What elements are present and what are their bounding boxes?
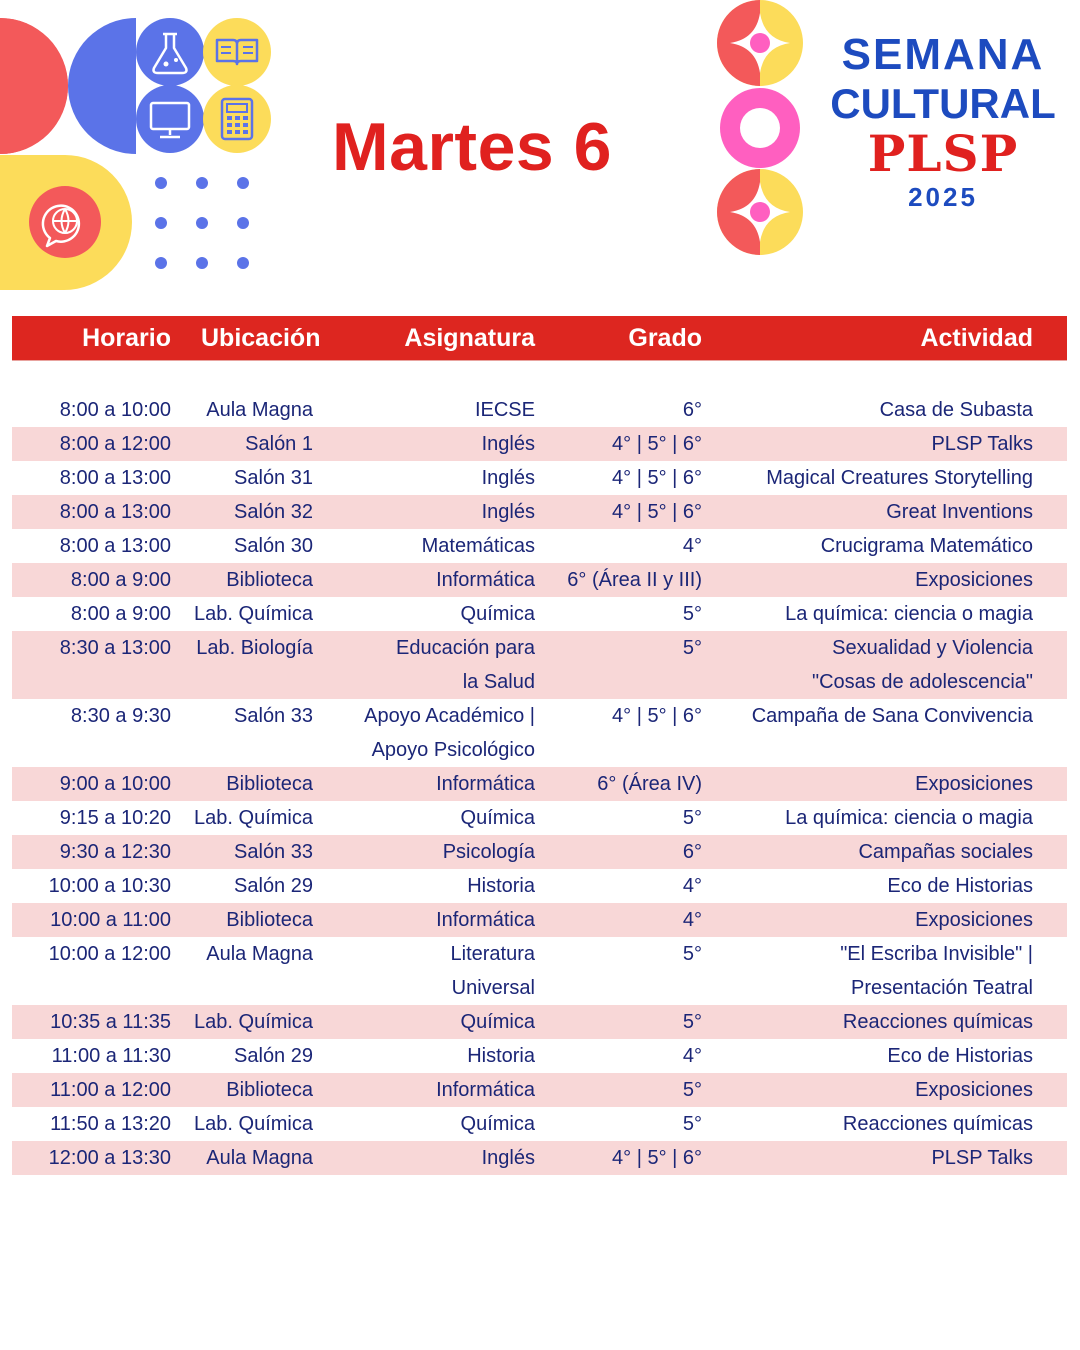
cell-grado: 4°	[682, 534, 702, 557]
table-body	[12, 393, 1067, 1175]
cell-actividad: La química: ciencia o magia	[785, 602, 1033, 625]
table-row	[12, 495, 1067, 529]
book-icon	[203, 18, 271, 86]
cell-actividad: La química: ciencia o magia	[785, 806, 1033, 829]
cell-ubicacion: Salón 29	[234, 1044, 313, 1067]
cell-asignatura: Universal	[451, 976, 535, 999]
brand-emblem	[716, 0, 811, 260]
cell-asignatura: la Salud	[462, 670, 535, 693]
emblem-bottom	[717, 169, 803, 255]
header-actividad: Actividad	[920, 323, 1033, 352]
table-row	[12, 461, 1067, 495]
cell-actividad: Presentación Teatral	[851, 976, 1033, 999]
cell-ubicacion: Salón 30	[234, 534, 313, 557]
cell-asignatura: Historia	[467, 1044, 535, 1067]
cell-asignatura: Historia	[467, 874, 535, 897]
table-row	[12, 1005, 1067, 1039]
table-row	[12, 937, 1067, 971]
cell-grado: 5°	[682, 942, 702, 965]
cell-actividad: "Cosas de adolescencia"	[812, 670, 1033, 693]
table-row	[12, 1107, 1067, 1141]
cell-grado: 4° | 5° | 6°	[612, 704, 702, 727]
cell-ubicacion: Biblioteca	[226, 772, 313, 795]
emblem-middle	[720, 88, 800, 168]
cell-actividad: Casa de Subasta	[879, 398, 1033, 421]
cell-asignatura: Matemáticas	[421, 534, 535, 557]
cell-horario: 12:00 a 13:30	[48, 1146, 171, 1169]
cell-grado: 4° | 5° | 6°	[612, 500, 702, 523]
cell-grado: 5°	[682, 602, 702, 625]
table-row	[12, 903, 1067, 937]
cell-actividad: Exposiciones	[915, 908, 1033, 931]
cell-horario: 11:50 a 13:20	[50, 1112, 171, 1135]
cell-actividad: "El Escriba Invisible" |	[840, 942, 1033, 965]
flask-icon	[136, 18, 204, 86]
cell-horario: 11:00 a 11:30	[51, 1044, 171, 1067]
cell-asignatura: Inglés	[481, 500, 535, 523]
cell-grado: 4° | 5° | 6°	[612, 466, 702, 489]
cell-ubicacion: Lab. Biología	[196, 636, 313, 659]
cell-actividad: Great Inventions	[886, 500, 1033, 523]
dots-grid	[155, 177, 249, 269]
cell-grado: 4°	[682, 1044, 702, 1067]
cell-horario: 8:00 a 13:00	[59, 466, 171, 489]
table-row	[12, 665, 1067, 699]
table-row	[12, 1073, 1067, 1107]
cell-horario: 10:00 a 11:00	[50, 908, 171, 931]
brand-line-cultural: CULTURAL	[830, 80, 1056, 127]
cell-ubicacion: Aula Magna	[206, 942, 313, 965]
cell-asignatura: Informática	[436, 908, 535, 931]
cell-actividad: Crucigrama Matemático	[820, 534, 1033, 557]
cell-horario: 9:30 a 12:30	[59, 840, 171, 863]
cell-horario: 8:30 a 9:30	[70, 704, 171, 727]
cell-horario: 8:00 a 13:00	[59, 500, 171, 523]
cell-ubicacion: Salón 33	[234, 704, 313, 727]
cell-actividad: Reacciones químicas	[842, 1112, 1033, 1135]
cell-actividad: Magical Creatures Storytelling	[766, 466, 1033, 489]
cell-grado: 5°	[682, 1078, 702, 1101]
table-spacer	[12, 361, 1067, 393]
cell-actividad: Sexualidad y Violencia	[832, 636, 1033, 659]
cell-ubicacion: Salón 1	[245, 432, 313, 455]
cell-ubicacion: Lab. Química	[194, 1010, 313, 1033]
cell-actividad: Campaña de Sana Convivencia	[751, 704, 1033, 727]
cell-grado: 4° | 5° | 6°	[612, 432, 702, 455]
cell-ubicacion: Lab. Química	[194, 806, 313, 829]
cell-ubicacion: Salón 33	[234, 840, 313, 863]
coral-shape	[0, 18, 68, 154]
cell-actividad: Eco de Historias	[887, 874, 1033, 897]
decorative-shapes	[0, 0, 300, 295]
cell-asignatura: Apoyo Psicológico	[371, 738, 535, 761]
schedule-table	[12, 316, 1067, 1175]
cell-grado: 5°	[682, 636, 702, 659]
cell-grado: 5°	[682, 1112, 702, 1135]
cell-horario: 8:00 a 9:00	[70, 568, 171, 591]
cell-asignatura: Inglés	[481, 432, 535, 455]
calculator-icon	[203, 85, 271, 153]
cell-ubicacion: Salón 29	[234, 874, 313, 897]
cell-horario: 8:00 a 13:00	[59, 534, 171, 557]
header-ubicacion: Ubicación	[201, 323, 321, 352]
cell-horario: 11:00 a 12:00	[50, 1078, 171, 1101]
cell-asignatura: Informática	[436, 568, 535, 591]
table-row	[12, 869, 1067, 903]
table-row	[12, 529, 1067, 563]
cell-asignatura: Educación para	[396, 636, 535, 659]
cell-actividad: Exposiciones	[915, 568, 1033, 591]
cell-grado: 4°	[682, 874, 702, 897]
cell-grado: 5°	[682, 806, 702, 829]
cell-asignatura: Apoyo Académico |	[364, 704, 535, 727]
header-horario: Horario	[82, 323, 171, 352]
monitor-icon	[136, 85, 204, 153]
cell-ubicacion: Salón 31	[234, 466, 313, 489]
cell-horario: 9:15 a 10:20	[59, 806, 171, 829]
cell-grado: 4°	[682, 908, 702, 931]
cell-asignatura: Psicología	[442, 840, 535, 863]
cell-asignatura: Literatura	[450, 942, 535, 965]
cell-ubicacion: Lab. Química	[194, 1112, 313, 1135]
cell-actividad: Eco de Historias	[887, 1044, 1033, 1067]
cell-asignatura: Química	[460, 1010, 535, 1033]
cell-asignatura: IECSE	[474, 398, 535, 421]
cell-ubicacion: Aula Magna	[206, 1146, 313, 1169]
table-row	[12, 563, 1067, 597]
cell-asignatura: Informática	[436, 772, 535, 795]
emblem-top	[717, 0, 803, 86]
cell-grado: 6°	[682, 840, 702, 863]
cell-ubicacion: Aula Magna	[206, 398, 313, 421]
cell-asignatura: Inglés	[481, 1146, 535, 1169]
cell-asignatura: Inglés	[481, 466, 535, 489]
table-row	[12, 971, 1067, 1005]
cell-horario: 9:00 a 10:00	[59, 772, 171, 795]
table-row	[12, 835, 1067, 869]
cell-grado: 4° | 5° | 6°	[612, 1146, 702, 1169]
cell-grado: 6°	[682, 398, 702, 421]
cell-horario: 10:00 a 12:00	[48, 942, 171, 965]
brand-line-semana: SEMANA	[841, 30, 1045, 79]
cell-asignatura: Informática	[436, 1078, 535, 1101]
brand-wordmark	[828, 30, 1058, 214]
cell-ubicacion: Biblioteca	[226, 908, 313, 931]
cell-actividad: Reacciones químicas	[842, 1010, 1033, 1033]
table-header	[12, 316, 1067, 361]
cell-asignatura: Química	[460, 602, 535, 625]
cell-horario: 8:00 a 9:00	[70, 602, 171, 625]
brand-line-plsp: PLSP	[867, 124, 1019, 183]
table-row	[12, 801, 1067, 835]
page-title: Martes 6	[332, 109, 612, 185]
cell-horario: 8:30 a 13:00	[59, 636, 171, 659]
cell-ubicacion: Lab. Química	[194, 602, 313, 625]
cell-horario: 8:00 a 10:00	[59, 398, 171, 421]
table-row	[12, 427, 1067, 461]
cell-actividad: PLSP Talks	[931, 432, 1033, 455]
brand-line-year: 2025	[908, 182, 978, 212]
header-grado: Grado	[628, 323, 702, 352]
cell-horario: 10:00 a 10:30	[48, 874, 171, 897]
table-row	[12, 767, 1067, 801]
table-row	[12, 631, 1067, 665]
cell-ubicacion: Salón 32	[234, 500, 313, 523]
header-asignatura: Asignatura	[404, 323, 535, 352]
cell-horario: 10:35 a 11:35	[50, 1010, 171, 1033]
table-row	[12, 1039, 1067, 1073]
cell-ubicacion: Biblioteca	[226, 1078, 313, 1101]
cell-grado: 6° (Área IV)	[597, 772, 702, 795]
blue-half-circle	[68, 18, 136, 154]
cell-grado: 5°	[682, 1010, 702, 1033]
cell-asignatura: Química	[460, 1112, 535, 1135]
table-row	[12, 699, 1067, 733]
table-row	[12, 393, 1067, 427]
cell-actividad: PLSP Talks	[931, 1146, 1033, 1169]
cell-grado: 6° (Área II y III)	[567, 568, 702, 591]
cell-horario: 8:00 a 12:00	[59, 432, 171, 455]
cell-asignatura: Química	[460, 806, 535, 829]
table-row	[12, 733, 1067, 767]
cell-actividad: Exposiciones	[915, 1078, 1033, 1101]
cell-actividad: Exposiciones	[915, 772, 1033, 795]
table-row	[12, 597, 1067, 631]
cell-ubicacion: Biblioteca	[226, 568, 313, 591]
table-row	[12, 1141, 1067, 1175]
cell-actividad: Campañas sociales	[858, 840, 1033, 863]
globe-chat-icon	[29, 186, 101, 258]
